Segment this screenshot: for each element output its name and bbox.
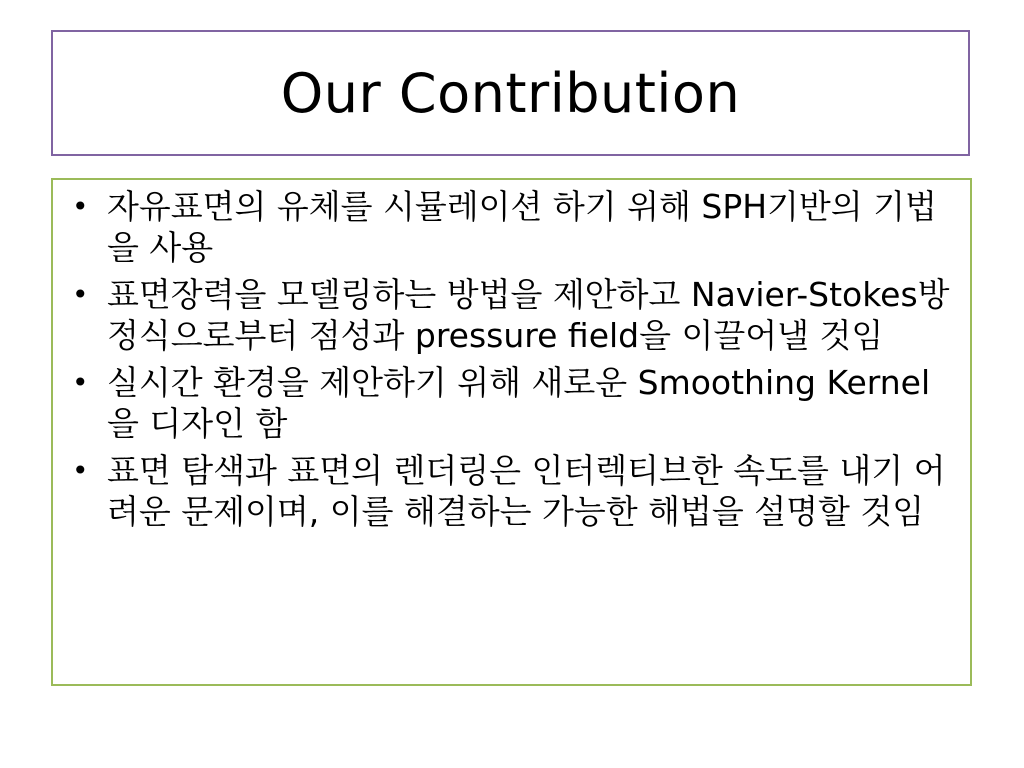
- bullet-item: [63, 362, 960, 444]
- bullet-list: [63, 186, 960, 532]
- bullet-text: 표면장력을 모델링하는 방법을 제안하고 Navier-Stokes방정식으로부터 점성과 pressure field을 이끌어낼 것임: [107, 275, 950, 355]
- slide-title: Our Contribution: [280, 61, 741, 125]
- bullet-dot-icon: •: [72, 454, 89, 487]
- bullet-item: [63, 186, 960, 268]
- bullet-text: 실시간 환경을 제안하기 위해 새로운 Smoothing Kernel을 디자인 함: [107, 363, 931, 443]
- bullet-text: 자유표면의 유체를 시뮬레이션 하기 위해 SPH기반의 기법을 사용: [107, 187, 937, 267]
- bullet-dot-icon: •: [72, 278, 89, 311]
- bullet-text: 표면 탐색과 표면의 렌더링은 인터렉티브한 속도를 내기 어려운 문제이며, 이를 해결하는 가능한 해법을 설명할 것임: [107, 451, 946, 531]
- content-placeholder: [51, 178, 972, 686]
- title-placeholder: [51, 30, 970, 156]
- bullet-dot-icon: •: [72, 190, 89, 223]
- bullet-item: [63, 450, 960, 532]
- bullet-dot-icon: •: [72, 366, 89, 399]
- bullet-item: [63, 274, 960, 356]
